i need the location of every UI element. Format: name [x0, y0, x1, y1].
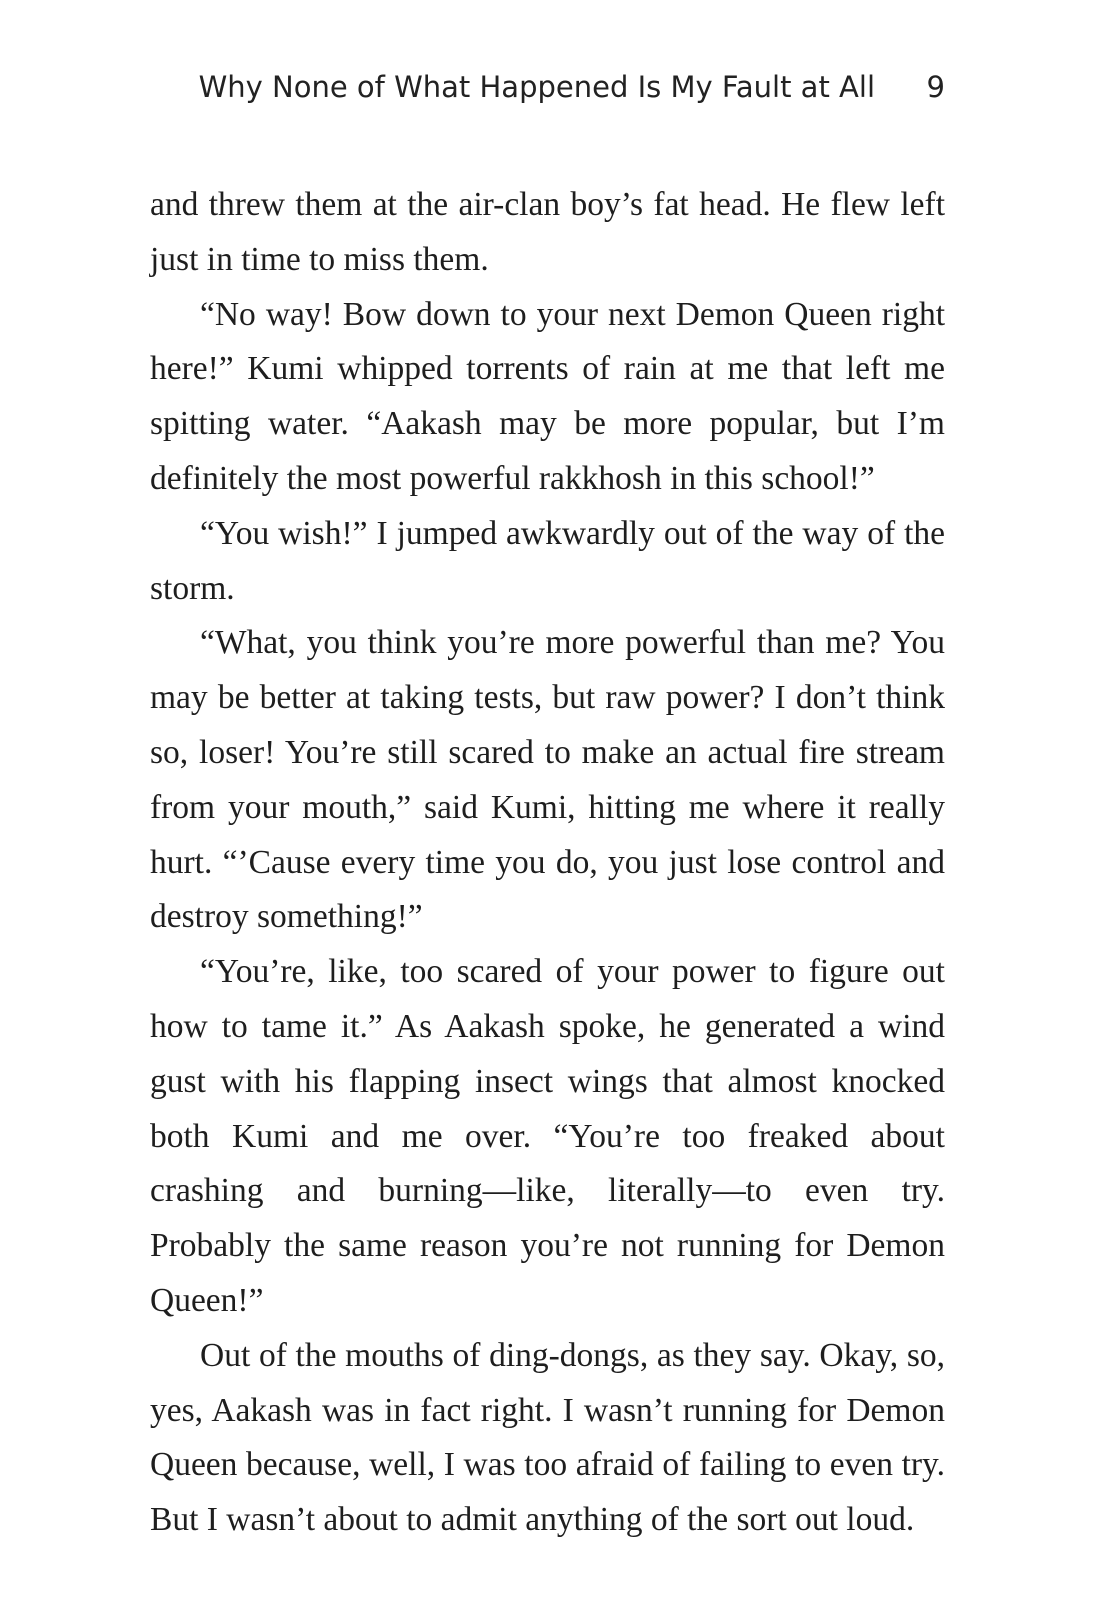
paragraph: “You wish!” I jumped awkwardly out of the way of the storm.	[150, 514, 945, 607]
paragraph: and threw them at the air-clan boy’s fat head. He flew left just in time to miss them.	[150, 186, 945, 278]
body-text	[150, 178, 945, 1548]
running-head	[150, 70, 945, 114]
paragraph: “You’re, like, too scared of your power to figure out how to tame it.” As Aakash spoke, he generated a wind gust with his flapping insect wings that almost knocked both Kumi and me over. “You’re too freaked about crashing and burning—like, literally—to even try. Probably the same reason you’re not running for Demon Queen!”	[150, 953, 945, 1319]
paragraph: Out of the mouths of ding-dongs, as they say. Okay, so, yes, Aakash was in fact right. I wasn’t running for Demon Queen because, well, I was too afraid of failing to even try. But I wasn’t about to admit anything of the sort out loud.	[150, 1336, 945, 1539]
running-title: Why None of What Happened Is My Fault at All	[198, 70, 875, 104]
paragraph: “What, you think you’re more powerful than me? You may be better at taking tests, but raw power? I don’t think so, loser! You’re still scared to make an actual fire stream from your mouth,” said Kumi, hitting me where it really hurt. “’Cause every time you do, you just lose control and destroy something!”	[150, 624, 945, 936]
paragraph: “No way! Bow down to your next Demon Queen right here!” Kumi whipped torrents of rain at me that left me spitting water. “Aakash may be more popular, but I’m definitely the most powerful rakkhosh in this school!”	[150, 295, 945, 497]
page-number: 9	[926, 70, 945, 104]
